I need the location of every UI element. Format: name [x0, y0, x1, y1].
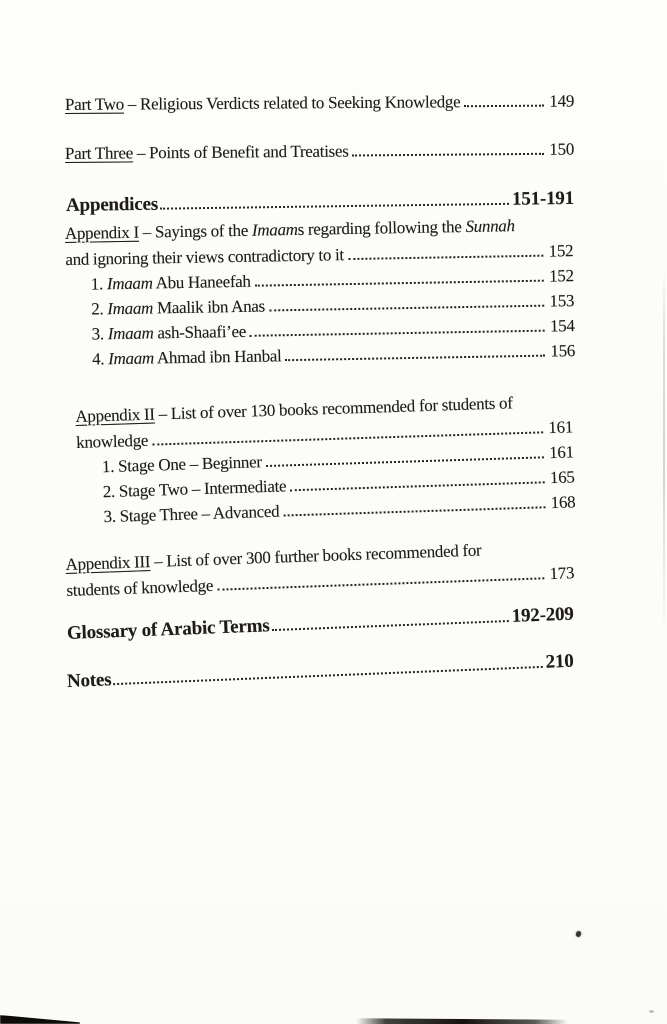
entry-title: and ignoring their views contradictory to it: [65, 245, 345, 270]
toc-row: [66, 649, 574, 694]
dot-leader: [290, 481, 545, 491]
item-italic: Imaam: [106, 273, 153, 294]
dot-leader: [348, 255, 544, 260]
appendix3-label: Appendix III: [65, 552, 151, 575]
item-italic: Imaam: [107, 323, 154, 344]
item-number: 4.: [91, 349, 109, 369]
entry-title: [92, 343, 282, 371]
dot-leader: [160, 203, 509, 210]
part-three-text: – Points of Benefit and Treatises: [132, 141, 349, 163]
toc-entry-notes: [66, 649, 574, 694]
page-edge-shadow: [663, 268, 665, 640]
page-number: 173: [549, 563, 575, 584]
notes-label: Notes: [66, 669, 112, 692]
toc-row: [65, 137, 574, 166]
appendix1-label: Appendix I: [64, 222, 140, 244]
scan-edge-wedge: [0, 1015, 80, 1024]
entry-title: 3. Stage Three – Advanced: [103, 501, 280, 527]
appendix3-text: – List of over 300 further books recommended for: [149, 540, 482, 572]
page-number: 168: [550, 492, 576, 513]
scan-edge-streak: [356, 1018, 568, 1024]
item-number: 2.: [91, 299, 108, 319]
dot-leader: [272, 620, 509, 631]
item-text: Abu Haneefah: [152, 271, 251, 293]
entry-title: [65, 89, 461, 117]
glossary-label: Glossary of Arabic Terms: [66, 615, 270, 644]
page-number: 165: [549, 467, 575, 488]
entry-title: students of knowledge: [66, 575, 214, 600]
appendix1-italic-imaams: Imaam: [251, 219, 298, 240]
entry-title: 2. Stage Two – Intermediate: [102, 476, 287, 502]
appendix1-italic-sunnah: Sunnah: [465, 216, 515, 237]
item-text: Ahmad ibn Hanbal: [153, 346, 282, 368]
part-three-label: Part Three: [64, 143, 134, 163]
part-two-text: – Religious Verdicts related to Seeking Knowledge: [123, 92, 461, 114]
page-number: 153: [549, 291, 575, 311]
appendix1-text: – Sayings of the: [138, 220, 253, 242]
toc-row: [65, 88, 574, 117]
entry-title: [91, 294, 265, 322]
item-text: ash-Shaafi’ee: [153, 321, 247, 343]
page-range: 192-209: [511, 603, 575, 627]
dot-leader: [286, 355, 546, 362]
dot-leader: [464, 105, 544, 108]
appendices-label: Appendices: [65, 193, 159, 216]
part-two-label: Part Two: [64, 94, 124, 114]
dot-leader: [113, 666, 542, 685]
toc-section-appendix-3: [65, 534, 574, 603]
entry-title: [91, 269, 251, 297]
scan-speck: [649, 1010, 654, 1013]
page-number: 152: [548, 266, 574, 286]
toc-section-appendix-2: [75, 388, 576, 530]
page-number: 161: [548, 417, 574, 438]
page-range: 151-191: [511, 187, 575, 210]
appendix1-text: s regarding following the: [297, 217, 466, 239]
page-number: 161: [548, 442, 575, 463]
toc-section-appendix-1: [65, 212, 576, 372]
page-number: 152: [548, 241, 574, 261]
page-number: 156: [550, 341, 576, 361]
item-italic: Imaam: [107, 298, 154, 319]
scan-speck: [575, 930, 582, 937]
dot-leader: [283, 506, 545, 516]
toc-entry-part-three: [65, 137, 574, 166]
entry-title: knowledge: [75, 430, 149, 453]
dot-leader: [269, 305, 545, 312]
appendix2-text: – List of over 130 books recommended for students of: [154, 393, 513, 424]
page-number: 210: [545, 650, 575, 673]
dot-leader: [217, 577, 545, 590]
page-number: 154: [549, 316, 575, 336]
toc-entry-part-two: [65, 88, 574, 117]
appendix2-label: Appendix II: [75, 404, 156, 427]
entry-title: [65, 139, 349, 166]
item-number: 3.: [91, 324, 108, 344]
toc-row: [67, 602, 575, 646]
item-number: 1.: [90, 274, 108, 294]
entry-title: 1. Stage One – Beginner: [101, 452, 262, 477]
item-italic: Imaam: [108, 348, 155, 369]
page-number: 149: [549, 91, 575, 111]
item-text: Maalik ibn Anas: [152, 296, 266, 318]
dot-leader: [255, 280, 544, 287]
page-number: 150: [549, 139, 575, 159]
toc-entry-glossary: [67, 602, 575, 646]
dot-leader: [266, 456, 545, 467]
entry-title: [91, 319, 246, 347]
dot-leader: [353, 153, 545, 157]
dot-leader: [250, 330, 545, 337]
